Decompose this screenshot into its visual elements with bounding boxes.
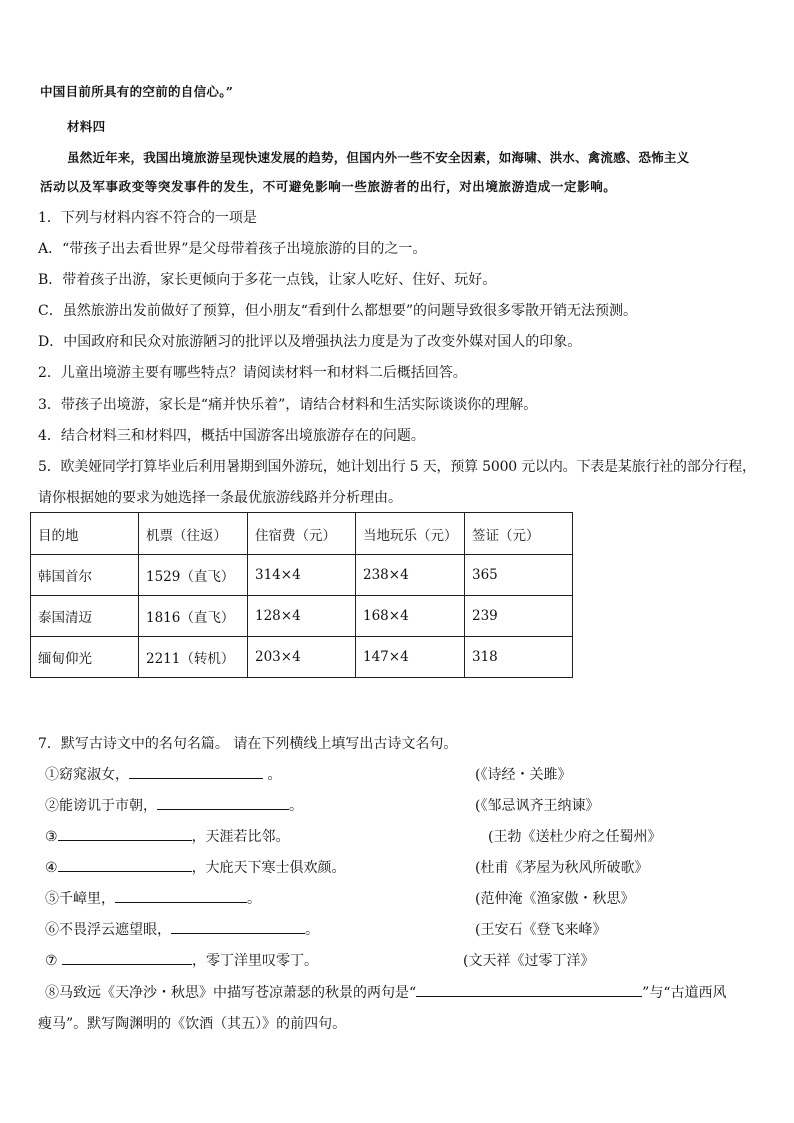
answer-blank[interactable] [416, 982, 642, 997]
poem-prefix: ④ [45, 860, 58, 876]
table-cell: 128×4 [248, 596, 356, 637]
poem-source: (范仲淹《渔家傲・秋思》 [475, 891, 635, 907]
answer-blank[interactable] [58, 826, 192, 841]
poem-suffix: ”与“古道西风 [642, 985, 727, 1001]
table-cell: 365 [465, 555, 573, 596]
poem-prefix: ⑦ [45, 953, 63, 969]
question-1-option-c: C．虽然旅游出发前做好了预算，但小朋友“看到什么都想要”的问题导致很多零散开销无法预测。 [38, 303, 638, 319]
table-cell: 1816（直飞） [139, 596, 248, 637]
table-cell: 168×4 [356, 596, 465, 637]
poem-suffix: 。 [263, 767, 282, 783]
question-5-line1: 5．欧美娅同学打算毕业后利用暑期到国外游玩，她计划出行 5 天，预算 5000 元以内。下表是某旅行社的部分行程， [38, 459, 756, 475]
table-cell: 缅甸仰光 [31, 637, 139, 678]
question-5-line2: 请你根据她的要求为她选择一条最优旅游线路并分析理由。 [38, 490, 402, 506]
question-7: 7．默写古诗文中的名句名篇。 请在下列横线上填写出古诗文名句。 [38, 736, 458, 752]
poem-prefix: ③ [45, 829, 58, 845]
table-cell: 318 [465, 637, 573, 678]
table-row [31, 596, 573, 637]
table-header-cell: 签证（元） [465, 513, 573, 555]
answer-blank[interactable] [157, 795, 289, 810]
poem-suffix: 。 [247, 891, 261, 907]
poem-item [45, 795, 303, 815]
poem-suffix: ，天涯若比邻。 [191, 829, 290, 845]
answer-blank[interactable] [129, 764, 263, 779]
question-3: 3．带孩子出境游，家长是“痛并快乐着”，请结合材料和生活实际谈谈你的理解。 [38, 397, 538, 413]
poem-source: (杜甫《茅屋为秋风所破歌》 [475, 860, 649, 876]
poem-suffix: 。 [289, 798, 303, 814]
answer-blank[interactable] [58, 857, 192, 872]
poem-item-8 [45, 982, 726, 1002]
material-four-title: 材料四 [67, 119, 106, 134]
poem-item [45, 919, 319, 939]
poem-item [45, 826, 290, 846]
poem-suffix: 。 [305, 922, 319, 938]
table-header-cell: 机票（往返） [139, 513, 248, 555]
poem-item [45, 950, 318, 970]
table-cell: 314×4 [248, 555, 356, 596]
table-header-cell: 目的地 [31, 513, 139, 555]
question-4: 4．结合材料三和材料四，概括中国游客出境旅游存在的问题。 [38, 428, 425, 444]
table-header-cell: 当地玩乐（元） [356, 513, 465, 555]
itinerary-table [30, 512, 573, 678]
table-cell: 147×4 [356, 637, 465, 678]
table-cell: 1529（直飞） [139, 555, 248, 596]
question-1: 1．下列与材料内容不符合的一项是 [38, 210, 257, 226]
question-1-option-a: A．“带孩子出去看世界”是父母带着孩子出境旅游的目的之一。 [38, 241, 427, 257]
table-row [31, 555, 573, 596]
table-header-row [31, 513, 573, 555]
poem-prefix: ⑤千嶂里， [45, 891, 115, 907]
poem-prefix: ⑥不畏浮云遮望眼， [45, 922, 171, 938]
poem-item [45, 888, 261, 908]
poem-source: (《邹忌讽齐王纳谏》 [475, 798, 600, 814]
material-four-line2: 活动以及军事政变等突发事件的发生，不可避免影响一些旅游者的出行，对出境旅游造成一定影响。 [40, 179, 617, 194]
table-row [31, 637, 573, 678]
table-cell: 238×4 [356, 555, 465, 596]
question-2: 2．儿童出境游主要有哪些特点？请阅读材料一和材料二后概括回答。 [38, 365, 467, 381]
material-four-line1: 虽然近年来，我国出境旅游呈现快速发展的趋势，但国内外一些不安全因素，如海啸、洪水、禽流感、恐怖主义 [67, 150, 690, 165]
answer-blank[interactable] [115, 888, 247, 903]
table-cell: 239 [465, 596, 573, 637]
poem-item-8-line2: 瘦马”。默写陶渊明的《饮酒（其五）》的前四句。 [38, 1016, 347, 1032]
poem-item [45, 857, 346, 877]
answer-blank[interactable] [62, 950, 192, 965]
material-quote-tail: 中国目前所具有的空前的自信心。” [40, 84, 234, 99]
table-cell: 韩国首尔 [31, 555, 139, 596]
poem-suffix: ，零丁洋里叹零丁。 [192, 953, 319, 969]
poem-source: (王安石《登飞来峰》 [475, 922, 607, 938]
poem-prefix: ①窈窕淑女， [45, 767, 129, 783]
answer-blank[interactable] [171, 919, 305, 934]
poem-suffix: ，大庇天下寒士俱欢颜。 [191, 860, 346, 876]
poem-prefix: ②能谤讥于市朝， [45, 798, 157, 814]
table-cell: 泰国清迈 [31, 596, 139, 637]
question-1-option-d: D．中国政府和民众对旅游陋习的批评以及增强执法力度是为了改变外媒对国人的印象。 [38, 334, 582, 350]
poem-source: (《诗经・关雎》 [475, 767, 572, 783]
table-cell: 2211（转机） [139, 637, 248, 678]
question-1-option-b: B．带着孩子出游，家长更倾向于多花一点钱，让家人吃好、住好、玩好。 [38, 272, 497, 288]
poem-prefix: ⑧马致远《天净沙・秋思》中描写苍凉萧瑟的秋景的两句是“ [45, 985, 417, 1001]
poem-source: (文天祥《过零丁洋》 [463, 953, 595, 969]
table-header-cell: 住宿费（元） [248, 513, 356, 555]
poem-source: (王勃《送杜少府之任蜀州》 [488, 829, 662, 845]
table-cell: 203×4 [248, 637, 356, 678]
poem-item [45, 764, 281, 784]
